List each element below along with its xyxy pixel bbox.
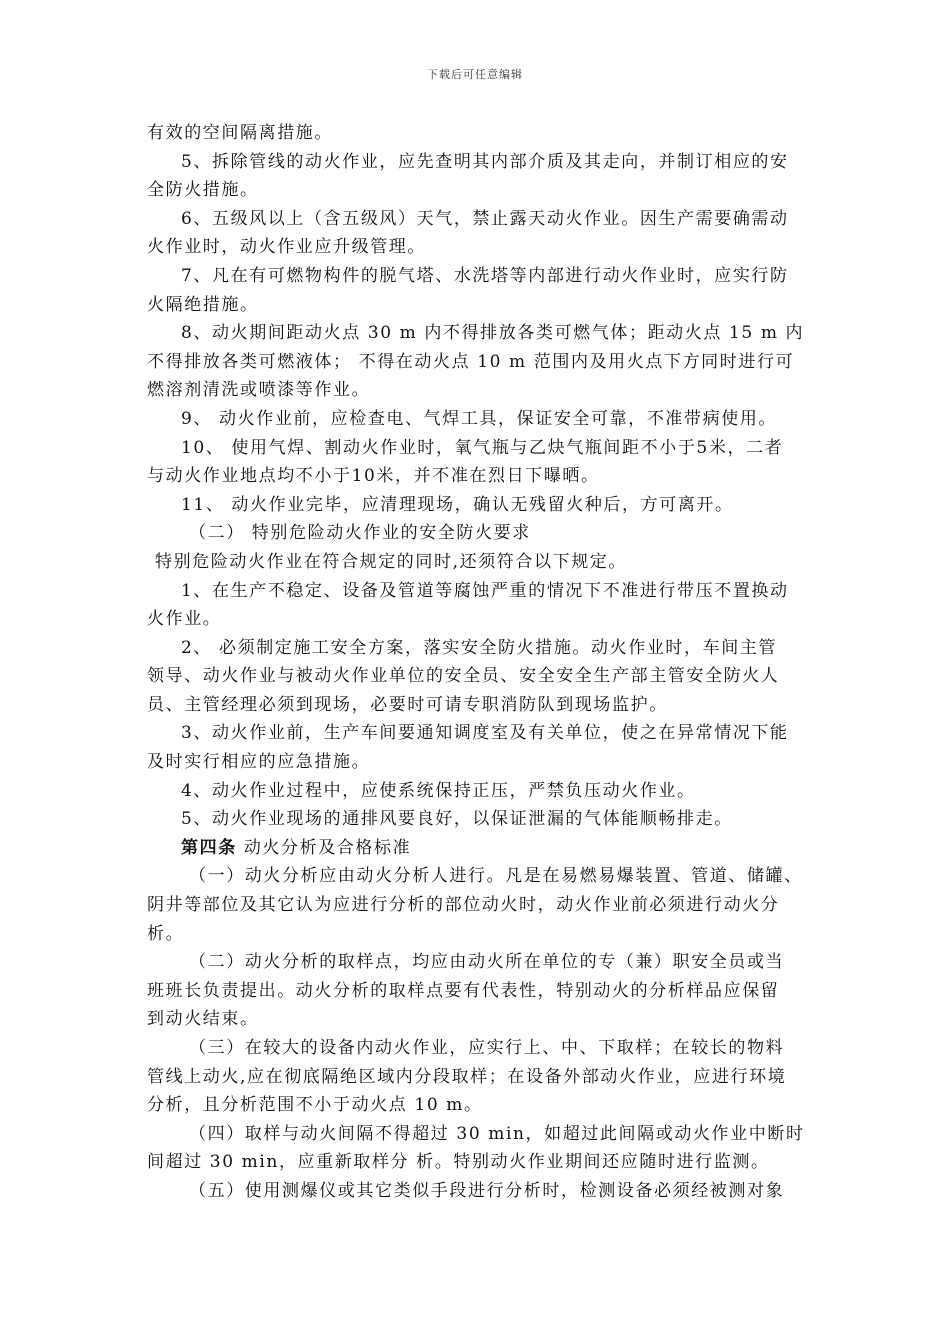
text-line: 4、动火作业过程中，应使系统保持正压，严禁负压动火作业。 <box>181 780 696 801</box>
text-line: （二）动火分析的取样点，均应由动火所在单位的专（兼）职安全员或当 <box>189 952 785 973</box>
text-line: 火作业。 <box>147 609 222 630</box>
text-line: 10、 使用气焊、割动火作业时，氧气瓶与乙炔气瓶间距不小于5米，二者 <box>181 437 784 458</box>
text-line: 分析，且分析范围不小于动火点 10 m。 <box>147 1095 483 1116</box>
text-line: 员、主管经理必须到现场，必要时可请专职消防队到现场监护。 <box>147 694 668 715</box>
text-line: 阴井等部位及其它认为应进行分析的部位动火时，动火作业前必须进行动火分 <box>147 895 780 916</box>
text-line: 间超过 30 min，应重新取样分 析。特别动火作业期间还应随时进行监测。 <box>147 1152 770 1173</box>
text-line: 火作业时，动火作业应升级管理。 <box>147 237 426 258</box>
text-line: 8、动火期间距动火点 30 m 内不得排放各类可燃气体；距动火点 15 m 内 <box>181 323 805 344</box>
text-line: 火隔绝措施。 <box>147 294 259 315</box>
text-line: 5、拆除管线的动火作业，应先查明其内部介质及其走向，并制订相应的安 <box>181 151 789 172</box>
text-line: 管线上动火,应在彻底隔绝区域内分段取样；在设备外部动火作业，应进行环境 <box>147 1066 787 1087</box>
text-line: 有效的空间隔离措施。 <box>147 123 333 143</box>
text-line: 析。 <box>147 923 185 944</box>
text-line: 特别危险动火作业在符合规定的同时,还须符合以下规定。 <box>155 551 628 572</box>
text-line: 6、五级风以上（含五级风）天气，禁止露天动火作业。因生产需要确需动 <box>181 208 789 229</box>
text-line: 班班长负责提出。动火分析的取样点要有代表性，特别动火的分析样品应保留 <box>147 980 780 1001</box>
text-line: （一）动火分析应由动火分析人进行。凡是在易燃易爆装置、管道、储罐、 <box>189 866 803 887</box>
text-line: 燃溶剂清洗或喷漆等作业。 <box>147 380 371 401</box>
text-line: （三）在较大的设备内动火作业，应实行上、中、下取样；在较长的物料 <box>189 1038 785 1058</box>
article-heading: 第四条 <box>181 837 237 858</box>
text-line <box>147 834 819 863</box>
text-line: 2、 必须制定施工安全方案，落实安全防火措施。动火作业时，车间主管 <box>181 637 778 658</box>
text-line: 11、 动火作业完毕，应清理现场，确认无残留火种后，方可离开。 <box>181 494 734 515</box>
text-line: （四）取样与动火间隔不得超过 30 min，如超过此间隔或动火作业中断时 <box>189 1123 805 1144</box>
text-line: 3、动火作业前，生产车间要通知调度室及有关单位，使之在异常情况下能 <box>181 723 789 744</box>
article-heading-title: 动火分析及合格标准 <box>236 837 412 858</box>
text-line: （五）使用测爆仪或其它类似手段进行分析时，检测设备必须经被测对象 <box>189 1180 785 1201</box>
text-line: 及时实行相应的应急措施。 <box>147 752 371 773</box>
text-line: 与动火作业地点均不小于10米，并不准在烈日下曝晒。 <box>147 466 600 487</box>
text-line: 不得排放各类可燃液体； 不得在动火点 10 m 范围内及用火点下方同时进行可 <box>147 351 795 372</box>
text-line: （二） 特别危险动火作业的安全防火要求 <box>189 523 531 544</box>
text-line: 5、动火作业现场的通排风要良好，以保证泄漏的气体能顺畅排走。 <box>181 809 733 830</box>
text-line: 7、凡在有可燃物构件的脱气塔、水洗塔等内部进行动火作业时，应实行防 <box>181 265 789 286</box>
document-body <box>147 119 819 1206</box>
text-line: 全防火措施。 <box>147 180 259 201</box>
text-line: 领导、动火作业与被动火作业单位的安全员、安全安全生产部主管安全防火人 <box>147 666 780 687</box>
text-line: 9、 动火作业前，应检查电、气焊工具，保证安全可靠，不准带病使用。 <box>181 408 778 429</box>
text-line: 到动火结束。 <box>147 1009 259 1030</box>
page-header: 下载后可任意编辑 <box>427 68 523 81</box>
text-line: 1、在生产不稳定、设备及管道等腐蚀严重的情况下不准进行带压不置换动 <box>181 580 789 601</box>
